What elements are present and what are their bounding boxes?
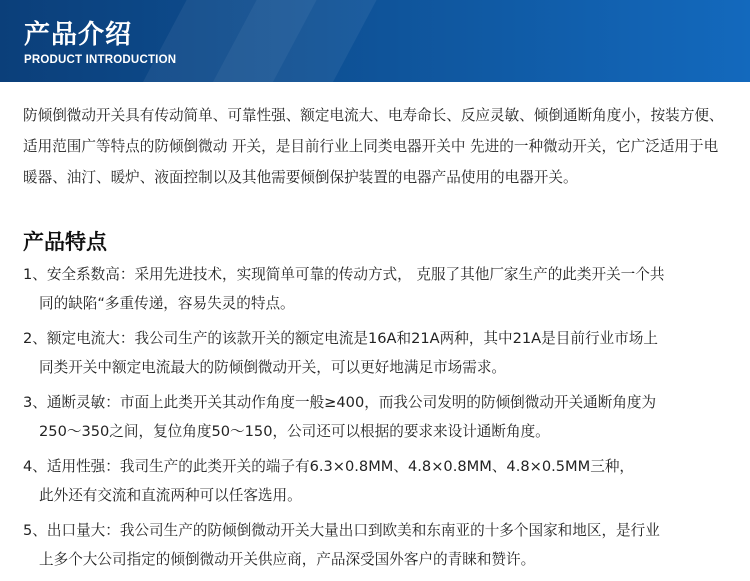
feature-line: 此外还有交流和直流两种可以任客选用。 bbox=[39, 487, 302, 504]
feature-line: 同的缺陷“多重传递，容易失灵的特点。 bbox=[39, 295, 295, 312]
feature-line: 上多个大公司指定的倾倒微动开关供应商，产品深受国外客户的青睐和赞许。 bbox=[39, 551, 536, 568]
feature-line: 2、额定电流大：我公司生产的该款开关的额定电流是16A和21A两种，其中21A是目前行业市场上 bbox=[23, 330, 658, 347]
feature-line: 同类开关中额定电流最大的防倾倒微动开关，可以更好地满足市场需求。 bbox=[39, 359, 507, 376]
section-title: 产品特点 bbox=[23, 230, 107, 254]
intro-paragraph: 防倾倒微动开关具有传动简单、可靠性强、额定电流大、电寿命长、反应灵敏、倾倒通断角度小，按装方便、适用范围广等特点的防倾倒微动 开关，是目前行业上同类电器开关中 先进的一种微动开关，它广泛适用于电暖器、油汀、暖炉、液面控制以及其他需要倾倒保护装置的电器产品使用的电器开关。 bbox=[23, 107, 724, 186]
feature-line: 1、安全系数高：采用先进技术，实现简单可靠的传动方式， 克服了其他厂家生产的此类开关一个共 bbox=[23, 266, 665, 283]
feature-line: 4、适用性强：我司生产的此类开关的端子有6.3×0.8MM、4.8×0.8MM、4.8×0.5MM三种， bbox=[23, 458, 635, 475]
banner-title: 产品介绍 bbox=[24, 20, 133, 50]
feature-line: 5、出口量大：我公司生产的防倾倒微动开关大量出口到欧美和东南亚的十多个国家和地区，是行业 bbox=[23, 522, 660, 539]
feature-item bbox=[23, 324, 735, 382]
feature-list bbox=[23, 260, 735, 580]
feature-item bbox=[23, 516, 735, 574]
feature-line: 250～350之间，复位角度50～150，公司还可以根据的要求来设计通断角度。 bbox=[39, 423, 550, 440]
banner-subtitle: PRODUCT INTRODUCTION bbox=[24, 54, 177, 66]
feature-item bbox=[23, 452, 735, 510]
feature-line: 3、通断灵敏：市面上此类开关其动作角度一般≥400，而我公司发明的防倾倒微动开关通断角度为 bbox=[23, 394, 657, 411]
feature-item bbox=[23, 260, 735, 318]
feature-item bbox=[23, 388, 735, 446]
header-banner bbox=[0, 0, 750, 82]
